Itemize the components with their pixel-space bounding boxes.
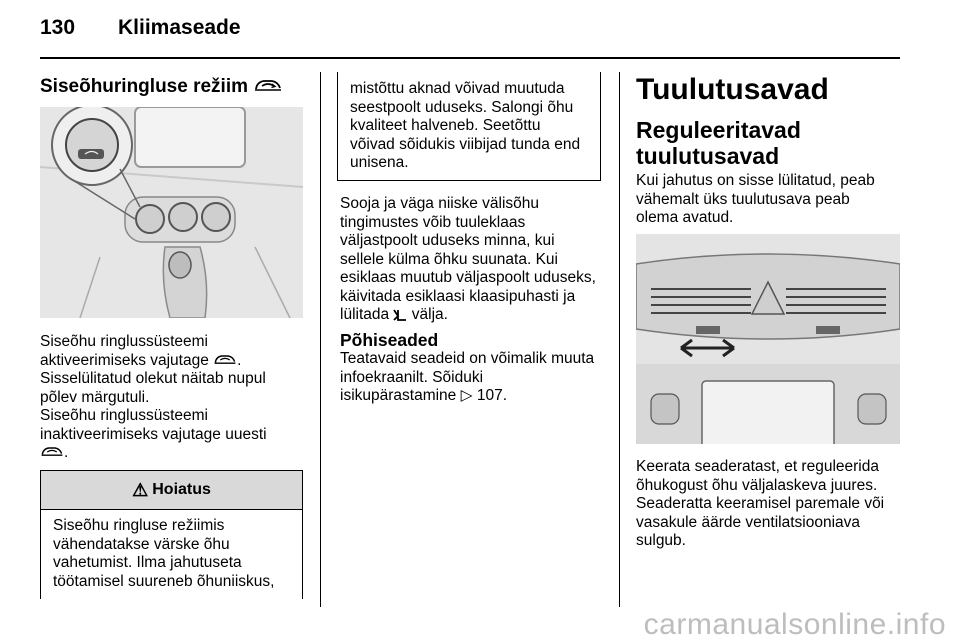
- section-title: Tuulutusavad: [636, 73, 829, 106]
- header-rule: [40, 57, 900, 59]
- basic-settings-text: Teatavaid seadeid on võimalik muuta infoekraanilt. Sõiduki isikupärastamine ▷ 107.: [340, 350, 595, 404]
- warning-box-continued: [337, 72, 601, 181]
- air-conditioning-icon: [393, 308, 407, 321]
- vents-adjust-text: Keerata seaderatast, et reguleerida õhukogust õhu väljalaskeva juures. Seaderatta keeramisel paremale või vasakule äärde ventilatsiooniava sulgub.: [636, 458, 885, 549]
- basic-settings-heading: Põhiseaded: [340, 330, 439, 350]
- column-divider-2: [619, 72, 620, 607]
- warning-icon: ⚠: [132, 479, 149, 500]
- recirculation-on-text: Siseõhu ringlussüsteemi aktiveerimiseks vajutage . Sisselülitatud olekut näitab nupul põlev märgutuli.: [40, 333, 266, 406]
- recirculation-icon: [213, 353, 237, 367]
- recirculation-icon: [40, 445, 64, 459]
- air-vents-image: [636, 234, 900, 444]
- recirculation-heading: Siseõhuringluse režiim: [40, 76, 310, 98]
- dashboard-controls-image: [40, 107, 303, 318]
- watermark: carmanualsonline.info: [643, 608, 946, 641]
- column-divider-1: [320, 72, 321, 607]
- page-number: 130: [40, 16, 76, 39]
- recirculation-icon: [253, 78, 283, 94]
- chapter-title: Kliimaseade: [118, 16, 241, 39]
- warning-continued-text: mistõttu aknad võivad muutuda seestpoolt uduseks. Salongi õhu kvaliteet halveneb. Seetõttu võivad sõidukis viibijad tunda end unisena.: [350, 80, 581, 171]
- warning-header: ⚠ Hoiatus: [41, 471, 302, 510]
- warning-box: [40, 470, 303, 599]
- warning-text: Siseõhu ringluse režiimis vähendatakse värske õhu vahetumist. Ilma jahutuseta töötamisel suureneb õhuniiskus,: [53, 517, 275, 590]
- recirculation-off-text: Siseõhu ringlussüsteemi inaktiveerimiseks vajutage uuesti .: [40, 407, 267, 461]
- subsection-title: Reguleeritavad tuulutusavad: [636, 117, 801, 169]
- fogging-text: Sooja ja väga niiske välisõhu tingimustes võib tuuleklaas väljastpoolt uduseks minna, kui sellele külma õhku suunata. Kui esiklaas muutub väljaspoolt uduseks, käivitada esiklaasi klaasipuhasti ja lülitada välja.: [340, 195, 596, 323]
- vents-intro-text: Kui jahutus on sisse lülitatud, peab vähemalt üks tuulutusava peab olema avatud.: [636, 172, 875, 226]
- page-reference-icon: ▷: [460, 387, 473, 404]
